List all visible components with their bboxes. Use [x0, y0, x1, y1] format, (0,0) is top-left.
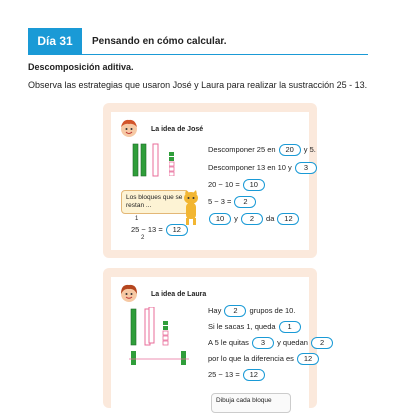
laura-step-4-value: 12: [297, 353, 319, 365]
laura-step-1: [208, 305, 295, 317]
jose-step-1-tail: 5.: [309, 145, 316, 154]
laura-card-inner: [111, 277, 325, 408]
laura-card: [103, 268, 325, 408]
jose-step-5-value-3: 12: [277, 213, 299, 225]
laura-step-3-value-1: 3: [252, 337, 274, 349]
laura-note: Dibuja cada bloque: [211, 393, 291, 413]
laura-step-4-pre: por lo que la diferencia es: [208, 354, 294, 363]
laura-step-1-value: 2: [224, 305, 246, 317]
jose-label: La idea de José: [151, 126, 204, 133]
laura-step-4: [208, 353, 320, 365]
jose-units-blocks-icon: [169, 152, 175, 176]
laura-step-5: [208, 369, 266, 381]
jose-step-1-value: 20: [279, 144, 301, 156]
laura-step-5-value: 12: [243, 369, 265, 381]
jose-step-2: [208, 162, 318, 174]
laura-step-3-mid: y quedan: [277, 338, 308, 347]
laura-label: La idea de Laura: [151, 291, 207, 298]
jose-step-2-text: Descomponer 13 en 10 y: [208, 163, 292, 172]
jose-step-3: [208, 179, 266, 191]
laura-step-1-post: grupos de 10.: [249, 306, 296, 315]
cat-icon: [181, 190, 201, 226]
jose-step-4: [208, 196, 257, 208]
jose-vertical-row: [131, 224, 189, 236]
laura-step-3-pre: A 5 le quitas: [208, 338, 249, 347]
jose-step-1-text: Descomponer 25 en: [208, 145, 276, 154]
day-tab: Día 31: [28, 28, 82, 54]
jose-vertical-top: 1: [135, 216, 139, 222]
jose-step-3-text: 20 − 10 =: [208, 180, 240, 189]
jose-step-1-mid: y: [303, 145, 308, 154]
page-title: Pensando en cómo calcular.: [92, 36, 227, 47]
laura-step-5-pre: 25 − 13 =: [208, 370, 240, 379]
jose-speech-bubble: Los bloques que se restan ...: [121, 190, 189, 214]
jose-tens-blocks-icon: [131, 142, 165, 178]
laura-step-3: [208, 337, 334, 349]
laura-step-2: [208, 321, 302, 333]
jose-vertical-bottom: 2: [141, 235, 145, 241]
laura-step-2-value: 1: [279, 321, 301, 333]
laura-step-1-pre: Hay: [208, 306, 222, 315]
jose-card-inner: [111, 112, 316, 250]
jose-step-4-text: 5 − 3 =: [208, 197, 232, 206]
jose-step-5-value-1: 10: [209, 213, 231, 225]
jose-vertical-expr: 25 − 13 =: [131, 225, 163, 234]
jose-step-5-value-2: 2: [241, 213, 263, 225]
laura-blocks-icon: [129, 307, 189, 367]
jose-step-5: [208, 213, 300, 225]
jose-step-1: [208, 144, 316, 156]
laura-avatar-icon: [119, 283, 139, 303]
jose-avatar-icon: [119, 118, 139, 138]
jose-step-5-mid-2: da: [266, 214, 275, 223]
jose-step-4-value: 2: [234, 196, 256, 208]
laura-step-3-value-2: 2: [311, 337, 333, 349]
jose-step-2-value: 3: [295, 162, 317, 174]
jose-vertical-result: 12: [166, 224, 188, 236]
jose-step-3-value: 10: [243, 179, 265, 191]
header-rule: [28, 54, 368, 55]
section-title: Descomposición aditiva.: [28, 62, 134, 72]
laura-step-2-pre: Si le sacas 1, queda: [208, 322, 276, 331]
jose-card: [103, 103, 317, 258]
instruction-text: Observa las estrategias que usaron José y Laura para realizar la sustracción 25 - 13.: [28, 80, 368, 90]
jose-step-5-mid: y: [234, 214, 238, 223]
